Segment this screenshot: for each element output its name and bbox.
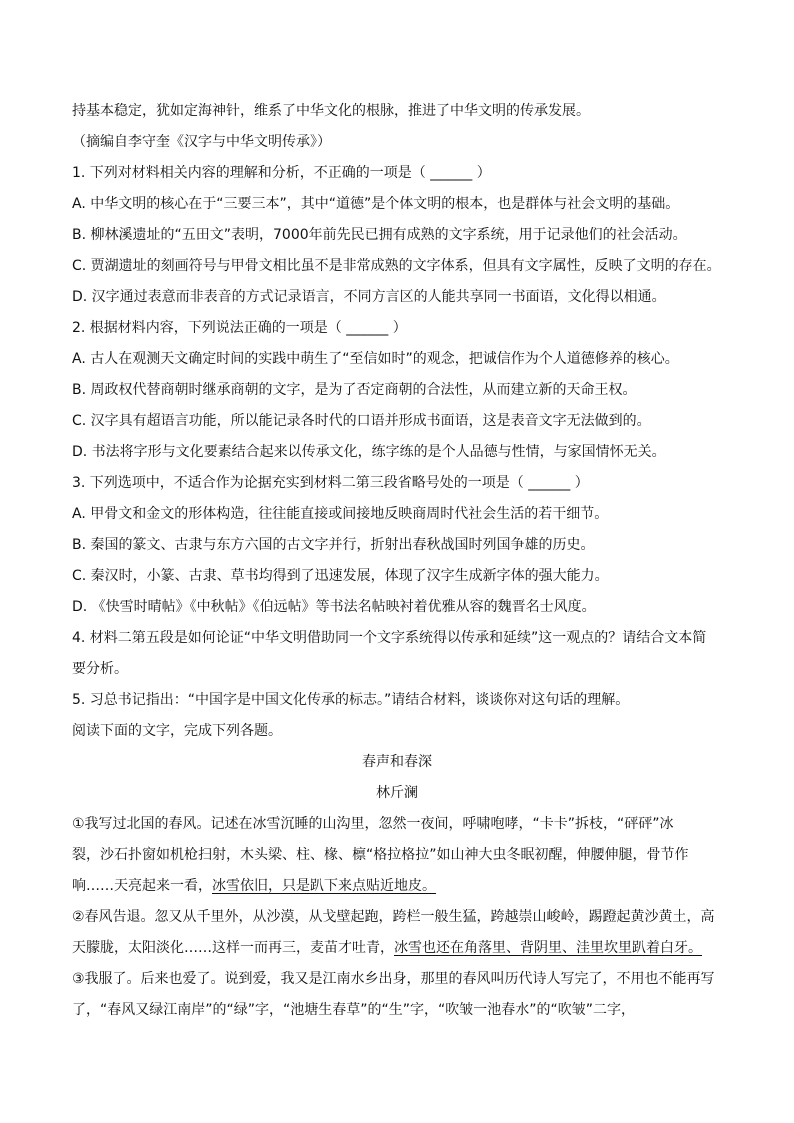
paragraph-1-line-1: ①我写过北国的春风。记述在冰雪沉睡的山沟里，忽然一夜间，呼啸咆哮，“卡卡”拆枝，“砰砰”冰 (72, 816, 674, 832)
article-title: 春声和春深 (362, 754, 432, 770)
article-author: 林斤澜 (376, 785, 418, 801)
question-1-option-a: A. 中华文明的核心在于“三要三本”，其中“道德”是个体文明的根本，也是群体与社会文明的基础。 (72, 196, 680, 212)
page-content (72, 96, 722, 1026)
question-3-option-a: A. 甲骨文和金文的形体构造，往往能直接或间接地反映商周时代社会生活的若干细节。 (72, 506, 609, 522)
paragraph-2-text: 天朦胧，太阳淡化……这样一而再三，麦苗才吐青， (72, 940, 394, 956)
question-1-stem: 1. 下列对材料相关内容的理解和分析，不正确的一项是（ ______ ） (72, 165, 491, 181)
intro-tail-text: 持基本稳定，犹如定海神针，维系了中华文化的根脉，推进了中华文明的传承发展。 (72, 103, 590, 119)
question-1-option-d: D. 汉字通过表意而非表音的方式记录语言，不同方言区的人能共享同一书面语，文化得以相通。 (72, 289, 666, 305)
question-2-option-d: D. 书法将字形与文化要素结合起来以传承文化，练字练的是个人品德与性情，与家国情怀无关。 (72, 444, 666, 460)
question-2-option-a: A. 古人在观测天文确定时间的实践中萌生了“至信如时”的观念，把诚信作为个人道德修养的核心。 (72, 351, 679, 367)
question-2-stem: 2. 根据材料内容，下列说法正确的一项是（ ______ ） (72, 320, 407, 336)
question-3-option-d: D. 《快雪时晴帖》《中秋帖》《伯远帖》等书法名帖映衬着优雅从容的魏晋名士风度。 (72, 599, 596, 615)
question-1-option-b: B. 柳林溪遗址的“五田文”表明，7000年前先民已拥有成熟的文字系统，用于记录他们的社会活动。 (72, 227, 687, 243)
paragraph-2-line-1: ②春风告退。忽又从千里外，从沙漠，从戈壁起跑，跨栏一般生猛，跨越崇山峻岭，踢蹬起黄沙黄土，高 (72, 909, 715, 925)
underlined-sentence-1: 冰雪依旧，只是趴下来点贴近地皮。 (212, 878, 436, 894)
paragraph-3-line-2: 了，“春风又绿江南岸”的“绿”字，“池塘生春草”的“生”字，“吹皱一池春水”的“吹皱”二字， (72, 1002, 636, 1018)
question-1-option-c: C. 贾湖遗址的刻画符号与甲骨文相比虽不是非常成熟的文字体系，但具有文字属性，反映了文明的存在。 (72, 258, 721, 274)
paragraph-3-line-1: ③我服了。后来也爱了。说到爱，我又是江南水乡出身，那里的春风叫历代诗人写完了，不用也不能再写 (72, 971, 715, 987)
paragraph-2-line-2 (72, 933, 722, 964)
paragraph-1-line-3 (72, 871, 722, 902)
paragraph-1-line-2: 裂，沙石扑窗如机枪扫射，木头梁、柱、椽、檩“格拉格拉”如山神大虫冬眠初醒，伸腰伸腿，骨节作 (72, 847, 689, 863)
question-3-option-c: C. 秦汉时，小篆、古隶、草书均得到了迅速发展，体现了汉字生成新字体的强大能力。 (72, 568, 609, 584)
question-3-stem: 3. 下列选项中，不适合作为论据充实到材料二第三段省略号处的一项是（ ______ ） (72, 475, 589, 491)
reading-instructions: 阅读下面的文字，完成下列各题。 (72, 723, 282, 739)
question-4-line-2: 要分析。 (72, 661, 128, 677)
question-3-option-b: B. 秦国的篆文、古隶与东方六国的古文字并行，折射出春秋战国时列国争雄的历史。 (72, 537, 595, 553)
question-2-option-c: C. 汉字具有超语言功能，所以能记录各时代的口语并形成书面语，这是表音文字无法做到的。 (72, 413, 651, 429)
underlined-sentence-2: 冰雪也还在角落里、背阴里、洼里坎里趴着白牙。 (394, 940, 702, 956)
question-5: 5. 习总书记指出：“中国字是中国文化传承的标志。”请结合材料，谈谈你对这句话的理解。 (72, 692, 630, 708)
question-2-option-b: B. 周政权代替商朝时继承商朝的文字，是为了否定商朝的合法性，从而建立新的天命王权。 (72, 382, 637, 398)
paragraph-1-text: 响……天亮起来一看， (72, 878, 212, 894)
question-4-line-1: 4. 材料二第五段是如何论证“中华文明借助同一个文字系统得以传承和延续”这一观点的？请结合文本简 (72, 630, 707, 646)
source-citation: （摘编自李守奎《汉字与中华文明传承》） (72, 134, 331, 150)
